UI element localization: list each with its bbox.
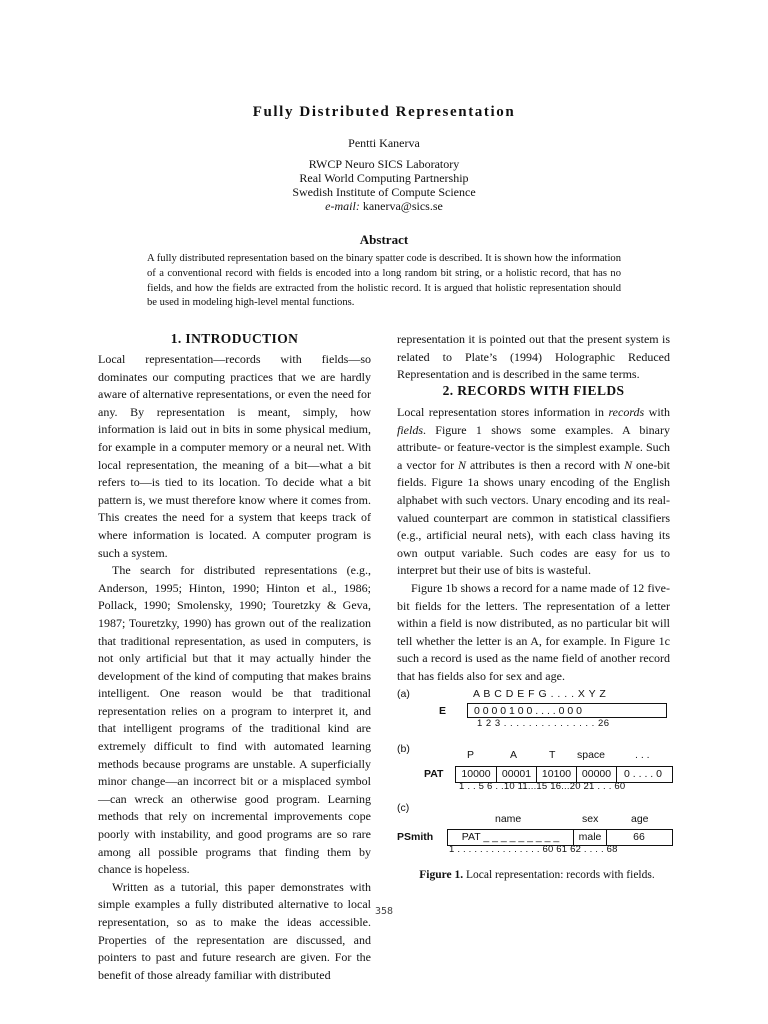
- paper-title: Fully Distributed Representation: [252, 104, 516, 120]
- field-header-t: T: [549, 749, 556, 761]
- record-e-bits: 0 0 0 0 1 0 0 . . . . 0 0 0: [467, 703, 667, 718]
- field-header-a: A: [510, 749, 518, 761]
- field-header-sex: sex: [582, 813, 599, 825]
- pat-field-4: 00000: [577, 767, 617, 782]
- email-address: kanerva@sics.se: [362, 199, 443, 213]
- field-header-name: name: [495, 813, 522, 825]
- psmith-age-field: 66: [633, 831, 645, 843]
- affiliation-1: RWCP Neuro SICS Laboratory: [308, 157, 460, 171]
- figure-caption: [397, 869, 677, 881]
- psmith-name-field: PAT _ _ _ _ _ _ _ _ _: [448, 830, 574, 845]
- email-label: e-mail:: [325, 199, 360, 213]
- figure-1: [397, 680, 677, 890]
- page-number: 358: [374, 906, 394, 917]
- field-header-p: P: [467, 749, 475, 761]
- figure-part-c-label: (c): [397, 802, 410, 814]
- intro-continuation: representation it is pointed out that the present system is related to Plate’s (1994) Holographic Reduced Representation and is described in the same terms.: [397, 332, 670, 382]
- psmith-field-headers: [449, 813, 671, 827]
- record-psmith-index: 1 . . . . . . . . . . . . . . . 60 61 62 . . . . 68: [449, 844, 618, 855]
- field-header-age: age: [631, 813, 649, 825]
- author: Pentti Kanerva: [348, 136, 420, 150]
- records-paragraph-1: Local representation stores information in records with fields. Figure 1 shows some examples. A binary attribute- or feature-vector is the simplest example. Such a vector for N attributes is then a record with N one-bit fields. Figure 1a shows unary encoding of the English alphabet with such vectors. Unary encoding and its real-valued counterpart are common in statistical classifiers (e.g., artificial neural nets), with each class having its own output variable. Such codes are easy for us to interpret but their use of bits is wasteful.: [397, 405, 670, 578]
- records-body: [397, 404, 670, 686]
- records-paragraph-2: Figure 1b shows a record for a name made of 12 five-bit fields for the letters. The representation of a letter within a field is now distributed, as no particular bit will tell whether the letter is an A, for example. In Figure 1c such a record is used as the name field of another record that has fields also for sex and age.: [397, 580, 670, 683]
- affiliation-2: Real World Computing Partnership: [299, 171, 469, 185]
- caption-text: Local representation: records with fields.: [463, 869, 655, 881]
- abstract-heading: Abstract: [359, 232, 409, 247]
- intro-heading: 1. INTRODUCTION: [170, 331, 299, 346]
- field-header-more: . . .: [635, 749, 650, 761]
- field-header-space: space: [577, 749, 606, 761]
- record-pat-index: 1 . . 5 6 . .10 11...15 16...20 21 . . . 60: [459, 781, 626, 792]
- intro-paragraph-1: Local representation—records with fields—so dominates our computing practices that we are hardly aware of alternative representations, or even the need for any. By representation is meant, simply, how information is laid out in bits in some physical medium, for example in a computer memory or a neural net. With local representation, the meaning of a bit—what a bit refers to—is tied to its location. To decide what a bit pattern is, we must therefore know where it comes from. This creates the need for a system that keeps track of where information is located. A computer program is such a system.: [98, 352, 371, 560]
- intro-paragraph-3: Written as a tutorial, this paper demonstrates with simple examples a fully distributed alternative to local representation, so as to make the ideas accessible. Properties of the representation are discussed, and pointers to past and future research are given. For the benefit of those already familiar with distributed: [98, 879, 371, 982]
- abstract-text: A fully distributed representation based on the binary spatter code is described. It is shown how the information of a conventional record with fields is encoded into a long random bit string, or a holistic record, that has no fields, and how the fields are extracted from the holistic record. It is argued that holistic representation should be used in modeling high-level mental functions.: [147, 253, 621, 309]
- alphabet-header: A B C D E F G . . . . X Y Z: [473, 688, 607, 700]
- pat-field-3: 10100: [537, 767, 577, 782]
- figure-part-a-label: (a): [397, 688, 410, 700]
- record-pat-label: PAT: [424, 768, 444, 780]
- record-psmith-label: PSmith: [397, 831, 434, 843]
- caption-label: Figure 1.: [419, 869, 464, 881]
- pat-field-headers: [455, 749, 671, 763]
- records-heading: 2. RECORDS WITH FIELDS: [442, 383, 625, 398]
- pat-field-1: 10000: [456, 767, 497, 782]
- affiliation-3: Swedish Institute of Compute Science: [292, 185, 476, 199]
- record-e-index: 1 2 3 . . . . . . . . . . . . . . . 26: [477, 718, 610, 729]
- intro-body: [98, 351, 371, 984]
- email-line: [0, 199, 768, 213]
- pat-field-2: 00001: [497, 767, 537, 782]
- intro-paragraph-2: The search for distributed representations (e.g., Anderson, 1995; Hinton, 1990; Hinton et al., 1986; Pollack, 1990; Smolensky, 1990; Touretzky & Geva, 1987; Touretzky, 1990) has grown out of the realization that traditional representation, as used in computers, is not only artificial but that it may actually hinder the development of the kind of computing that makes brains intelligent. One reason would be that traditional representation relies on a program to interpret it, and that intelligent programs of the traditional kind are extremely difficult to find with automated learning methods because programs are unstable. A superficially minor change—an incorrect bit or a misplaced symbol—can wreck an otherwise good program. Learning methods that rely on incremental improvements cope poorly with instability, and good programs are so rare among all possible programs that finding them by chance is hopeless.: [98, 563, 371, 877]
- figure-part-b-label: (b): [397, 743, 410, 755]
- pat-field-rest: 0 . . . . 0: [624, 768, 662, 780]
- psmith-sex-field: male: [574, 830, 607, 845]
- record-e-label: E: [439, 705, 447, 717]
